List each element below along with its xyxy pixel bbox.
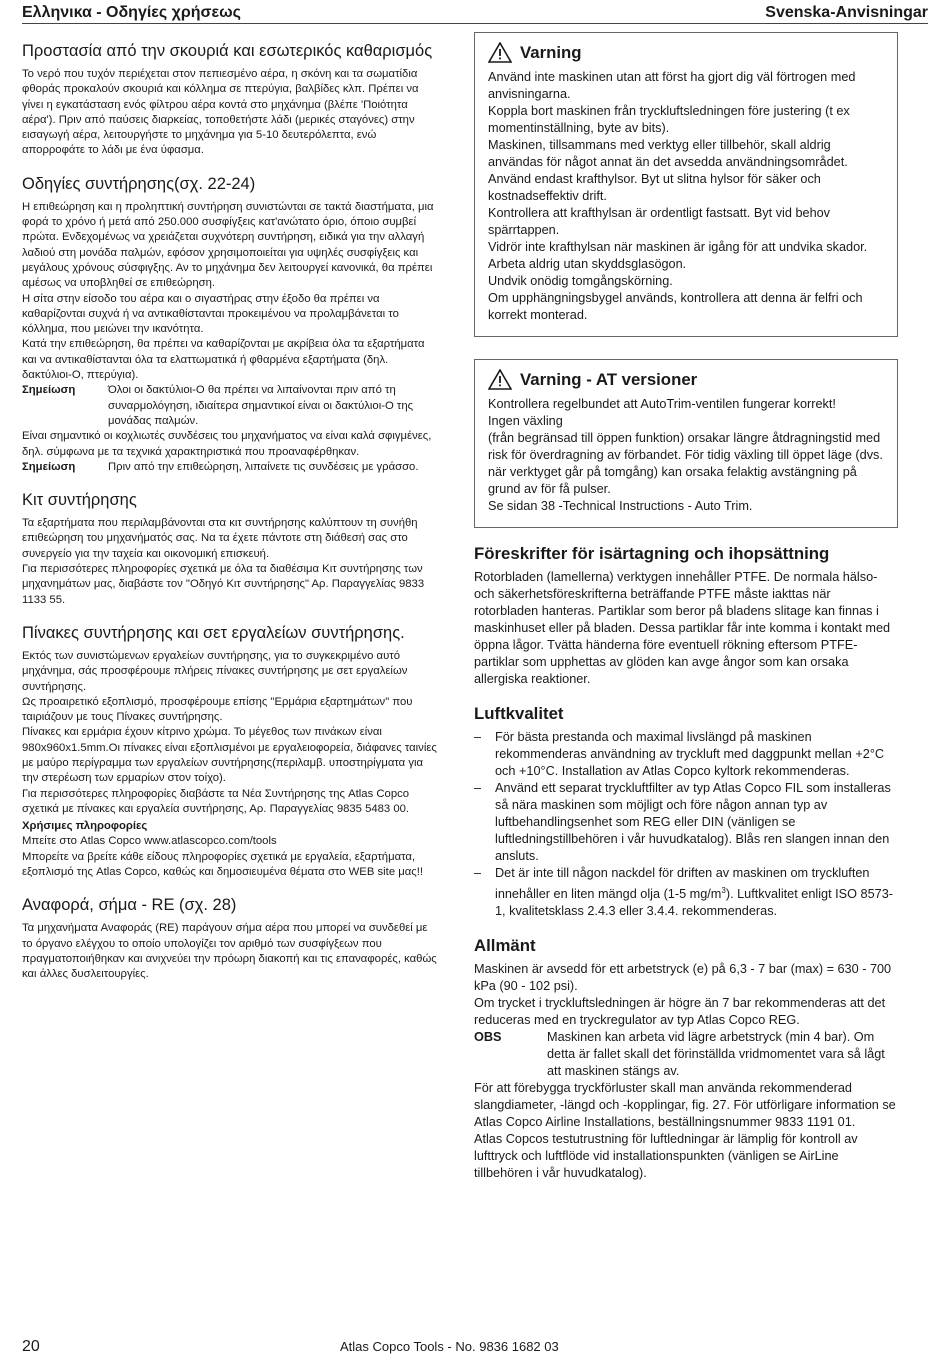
paragraph: Είναι σημαντικό οι κοχλιωτές συνδέσεις του μηχανήματος να είναι καλά σφιγμένες, δηλ. σύμφωνα με τα τεχνικά χαρακτηριστικά που προαναφέρθηκαν. bbox=[22, 430, 432, 458]
section-title: Οδηγίες συντήρησης(σχ. 22-24) bbox=[22, 174, 256, 193]
section-title: Allmänt bbox=[474, 936, 536, 956]
warning-line: Använd endast krafthylsor. Byt ut slitna hylsor för säker och kostnadseffektiv drift. bbox=[488, 172, 821, 203]
header-right-title: Svenska-Anvisningar bbox=[765, 4, 928, 21]
paragraph: Η επιθεώρηση και η προληπτική συντήρηση συνιστώνται σε τακτά διαστήματα, μια φορά το χρόνο ή μετά από 250.000 συσφίγξεις κατ'ανώτατο όριο, όποιο συμβεί πρώτα. Ενδεχομένως να χρειάζεται συχνότερη συντήρηση, ειδικά για την αλλαγή λαδιού στη μονάδα παλμών, εφόσον χρησιμοποιείται για υψηλές συσφίγξεις και μεγάλους χρόνους σύσφιγξης. Αν το μηχάνημα δεν λειτουργεί κανονικά, θα πρέπει αμέσως να υποβληθεί σε επιθεώρηση. bbox=[22, 200, 434, 290]
superscript: 3 bbox=[721, 886, 726, 895]
section-rust-protection bbox=[22, 42, 440, 159]
obs-text: Maskinen kan arbeta vid lägre arbetstryck (min 4 bar). Om detta är fallet skall det förinställda vridmomentet vara så lågt att maskinen stängs av. bbox=[547, 1030, 885, 1079]
subheading: Χρήσιμες πληροφορίες bbox=[22, 820, 148, 833]
note bbox=[22, 383, 440, 429]
warning-line: Arbeta aldrig utan skyddsglasögon. bbox=[488, 257, 687, 271]
list-item-text: ). Luftkvalitet enligt ISO 8573-1, kvalitetsklass 2.4.3 eller 3.4.4. rekommenderas. bbox=[495, 887, 893, 919]
section-title: Προστασία από την σκουριά και εσωτερικός καθαρισμός bbox=[22, 42, 433, 60]
paragraph: Atlas Copcos testutrustning för luftledningar är lämplig för kontroll av lufttryck och luftflöde vid installationspunkten (vänligen se AirLine tillbehören i vår huvudkatalog). bbox=[474, 1132, 858, 1181]
note-text: Όλοι οι δακτύλιοι-Ο θα πρέπει να λιπαίνονται πριν από τη συναρμολόγηση, ιδιαίτερα σημαντικοί είναι οι δακτύλιοι-Ο της μονάδας παλμών. bbox=[108, 384, 414, 427]
section-air-quality bbox=[474, 704, 898, 920]
paragraph: Μπείτε στο Atlas Copco www.atlascopco.com/tools bbox=[22, 835, 277, 848]
section-maintenance-instructions bbox=[22, 175, 440, 475]
paragraph: Rotorbladen (lamellerna) verktygen innehåller PTFE. De normala hälso- och säkerhetsföreskrifterna beträffande PTFE måste iakttas när rotorbladen hanteras. Partiklar som beror på bladens slitage kan finnas i maskinhuset eller på bladen. Dessa partiklar får inte komma i kontakt med öppna lågor. Tvätta händerna före eventuell rökning eftersom PTFE-partiklar som upphettas av glöden kan avge ångor som kan orsaka allergiska reaktioner. bbox=[474, 570, 891, 686]
paragraph: Ως προαιρετικό εξοπλισμό, προσφέρουμε επίσης "Ερμάρια εξαρτημάτων" που ταιριάζουν με τους Πίνακες συντήρησης. bbox=[22, 695, 413, 724]
section-title: Föreskrifter för isärtagning och ihopsättning bbox=[474, 544, 830, 563]
warning-box bbox=[474, 32, 898, 337]
warning-title-row bbox=[488, 42, 885, 63]
warning-line: Koppla bort maskinen från tryckluftsledningen före justering (t ex momentinställning, byte av bits). bbox=[488, 104, 850, 135]
dash-list bbox=[474, 729, 898, 920]
paragraph: Τα εξαρτήματα που περιλαμβάνονται στα κιτ συντήρησης καλύπτουν τη συνήθη επιθεώρηση του μηχανήματός σας. Να τα έχετε πάντοτε στη διάθεσή σας στο συνεργείο για την ταχεία και οικονομική επισκευή. bbox=[22, 517, 418, 560]
warning-line: Om upphängningsbygel används, kontrollera att denna är felfri och korrekt monterad. bbox=[488, 291, 863, 322]
note-text: Πριν από την επιθεώρηση, λιπαίνετε τις συνδέσεις με γράσσο. bbox=[108, 460, 419, 473]
note-label: Σημείωση bbox=[22, 460, 76, 473]
obs-label: OBS bbox=[474, 1030, 502, 1045]
section-title: Κιτ συντήρησης bbox=[22, 491, 137, 510]
warning-triangle-icon bbox=[488, 369, 512, 390]
section-general bbox=[474, 936, 898, 1182]
section-disassembly bbox=[474, 544, 898, 688]
warning-line: Maskinen, tillsammans med verktyg eller tillbehör, skall aldrig användas för något annat än det avsedda användningsområdet. bbox=[488, 138, 848, 169]
section-re-signal bbox=[22, 896, 440, 982]
paragraph: Πίνακες και ερμάρια έχουν κίτρινο χρώμα. Το μέγεθος των πινάκων είναι 980x960x1.5mm.Οι πίνακες είναι εξοπλισμένοι με εργαλειοφορεία, διάφανες ταινίες με μαύρο περίγραμμα των εργαλείων συντήρησης(περιλαμβ. υποστηρίγματα για την στερέωση των ερμαρίων στον τοίχο). bbox=[22, 726, 437, 785]
list-item-text: Det är inte till någon nackdel för driften av maskinen om tryckluften innehåller en liten mängd olja (1-5 mg/m bbox=[495, 866, 870, 902]
warning-line: Använd inte maskinen utan att först ha gjort dig väl förtrogen med anvisningarna. bbox=[488, 70, 856, 101]
header-left-title: Ελληνικα - Οδηγίες χρήσεως bbox=[22, 4, 241, 21]
warning-line: Vidrör inte krafthylsan när maskinen är igång för att undvika skador. bbox=[488, 240, 868, 254]
warning-line: Se sidan 38 -Technical Instructions - Auto Trim. bbox=[488, 499, 753, 513]
left-column bbox=[22, 42, 440, 999]
paragraph: Η σίτα στην είσοδο του αέρα και ο σιγαστήρας στην έξοδο θα πρέπει να καθαρίζονται συχνά ή να αντικαθίστανται προκειμένου να προλαμβάνεται το κόλλημα, που μειώνει την ικανότητα. bbox=[22, 292, 399, 336]
warning-line: (från begränsad till öppen funktion) orsakar längre åtdragningstid med risk för överdragning av förbandet. För tidig växling till öppet läge (dvs. när verktyget går på tomgång) kan orsaka felaktig avstängning på grund av för få pulser. bbox=[488, 431, 883, 496]
warning-box-at bbox=[474, 359, 898, 528]
right-column bbox=[474, 32, 898, 1198]
section-service-kit bbox=[22, 491, 440, 608]
note-label: Σημείωση bbox=[22, 384, 76, 397]
paragraph: Για περισσότερες πληροφορίες διαβάστε τα Νέα Συντήρησης της Atlas Copco σχετικά με πίνακες και εργαλεία συντήρησης, Αρ. Παραγγελίας 9835 5483 00. bbox=[22, 787, 410, 815]
note bbox=[22, 460, 440, 475]
footer-document-number: Atlas Copco Tools - No. 9836 1682 03 bbox=[340, 1339, 559, 1354]
paragraph: Το νερό που τυχόν περιέχεται στον πεπιεσμένο αέρα, η σκόνη και τα σωματίδια φθοράς προκαλούν σκουριά και κόλλημα σε πτερύγια, βαλβίδες κλπ. Πρέπει να γίνει η εγκατάσταση ενός φίλτρου αέρα κοντά στο μηχάνημα (βλέπε 'Ποιότητα αέρα'). Πριν από παύσεις διαρκείας, τοποθετήστε λάδι (μερικές σταγόνες) στην εισαγωγή αέρα, λειτουργήστε το μηχάνημα για 5-10 δευτερόλεπτα, ενώ απορροφάτε το λάδι με ένα ύφασμα. bbox=[22, 68, 419, 157]
page-number: 20 bbox=[22, 1338, 40, 1355]
section-service-boards bbox=[22, 624, 440, 880]
section-title: Luftkvalitet bbox=[474, 704, 564, 723]
list-item: – Använd ett separat tryckluftfilter av typ Atlas Copco FIL som installeras så nära maskinen som möjligt och före någon annan typ av luftbehandlingsenhet som REG eller DIN (vänligen se luftledningstillbehören i vår huvudkatalog). Blås ren slangen innan den ansluts. bbox=[474, 780, 898, 865]
paragraph: Τα μηχανήματα Αναφοράς (RE) παράγουν σήμα αέρα που μπορεί να συνδεθεί με το όργανο ελέγχου το οποίο υπολογίζει τον αριθμό των συσφίγξεων που πραγματοποιήθηκαν και ανιχνεύει την πρόωρη διακοπή και τις επαναφορές, καθώς και άλλες δυσλειτουργίες. bbox=[22, 922, 437, 981]
section-title: Αναφορά, σήμα - RE (σχ. 28) bbox=[22, 896, 237, 915]
section-title: Πίνακες συντήρησης και σετ εργαλείων συντήρησης. bbox=[22, 623, 405, 642]
warning-line: Undvik onödig tomgångskörning. bbox=[488, 274, 673, 288]
paragraph: Μπορείτε να βρείτε κάθε είδους πληροφορίες σχετικά με εργαλεία, εξαρτήματα, εξοπλισμό της Atlas Copco, καθώς και δημοσιευμένα θέματα στο WEB site μας!! bbox=[22, 850, 424, 879]
obs-note bbox=[474, 1029, 898, 1080]
warning-line: Ingen växling bbox=[488, 414, 563, 428]
warning-title-row bbox=[488, 369, 885, 390]
warning-triangle-icon bbox=[488, 42, 512, 63]
paragraph: Κατά την επιθεώρηση, θα πρέπει να καθαρίζονται με ακρίβεια όλα τα εξαρτήματα και να αντικαθίστανται όλα τα ελαττωματικά ή φθαρμένα εξαρτήματα (δηλ. δακτύλιοι-Ο, πτερύγια). bbox=[22, 338, 425, 382]
warning-line: Kontrollera regelbundet att AutoTrim-ventilen fungerar korrekt! bbox=[488, 397, 836, 411]
paragraph: För att förebygga tryckförluster skall man använda rekommenderad slangdiameter, -längd och -kopplingar, fig. 27. För utförligare information se Atlas Copco Airline Installations, beställningsnummer 9833 1191 01. bbox=[474, 1081, 896, 1130]
warning-title: Varning bbox=[520, 43, 582, 62]
warning-title: Varning - AT versioner bbox=[520, 370, 698, 389]
paragraph: Maskinen är avsedd för ett arbetstryck (e) på 6,3 - 7 bar (max) = 630 - 700 kPa (90 - 102 psi). bbox=[474, 962, 892, 994]
list-item: – För bästa prestanda och maximal livslängd på maskinen rekommenderas användning av tryckluft med daggpunkt mellan +2°C och +10°C. Installation av Atlas Copco kyltork rekommenderas. bbox=[474, 729, 898, 780]
header-rule bbox=[22, 23, 928, 24]
warning-line: Kontrollera att krafthylsan är ordentligt fastsatt. Byt vid behov spärrtappen. bbox=[488, 206, 831, 237]
list-item bbox=[474, 865, 898, 920]
paragraph: Για περισσότερες πληροφορίες σχετικά με όλα τα διαθέσιμα Κιτ συντήρησης των μηχανημάτων μας, διαβάστε τον "Οδηγό Κιτ συντήρησης" Αρ. Παραγγελίας 9833 1133 55. bbox=[22, 563, 425, 606]
paragraph: Εκτός των συνιστώμενων εργαλείων συντήρησης, για το συγκεκριμένο αυτό μηχάνημα, σάς προσφέρουμε πλήρεις πίνακες συντήρησης με σετ εργαλείων συντήρησης. bbox=[22, 649, 408, 693]
paragraph: Om trycket i tryckluftsledningen är högre än 7 bar rekommenderas att det reduceras med en tryckregulator av typ Atlas Copco REG. bbox=[474, 996, 886, 1028]
